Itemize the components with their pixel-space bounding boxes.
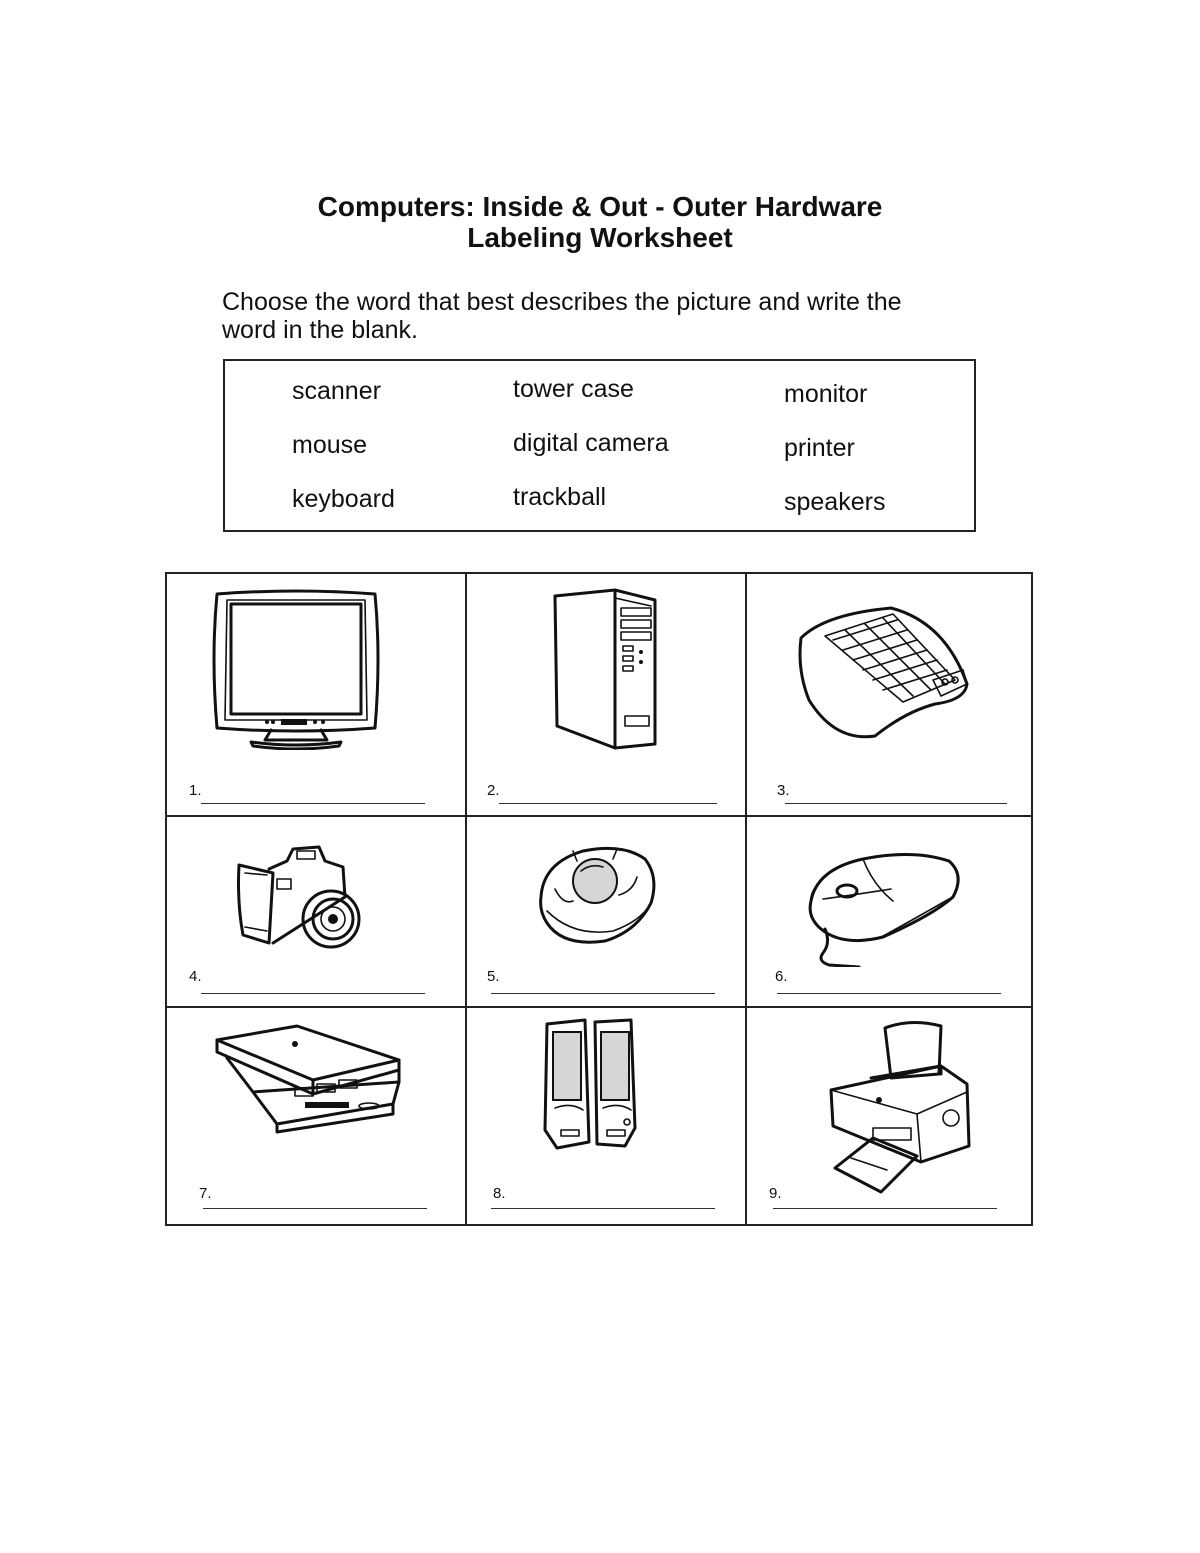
- instructions-line-1: Choose the word that best describes the picture and write the: [222, 288, 902, 316]
- answer-blank-7[interactable]: [203, 1208, 427, 1209]
- worksheet-subtitle: Labeling Worksheet: [467, 222, 733, 253]
- word-bank-item: tower case: [513, 375, 634, 403]
- instructions: [222, 288, 982, 344]
- answer-blank-3[interactable]: [785, 803, 1007, 804]
- grid-cell-3: [747, 574, 1033, 815]
- word-bank-item: printer: [784, 434, 855, 462]
- item-number: 1.: [189, 782, 202, 799]
- word-bank-item: keyboard: [292, 485, 395, 513]
- speakers-icon: [541, 1018, 641, 1154]
- grid-cell-1: [167, 574, 465, 815]
- answer-blank-1[interactable]: [201, 803, 425, 804]
- item-number: 2.: [487, 782, 500, 799]
- item-number: 4.: [189, 968, 202, 985]
- grid-cell-8: [467, 1008, 745, 1226]
- grid-cell-9: [747, 1008, 1033, 1226]
- answer-blank-8[interactable]: [491, 1208, 715, 1209]
- answer-blank-4[interactable]: [201, 993, 425, 994]
- item-number: 6.: [775, 968, 788, 985]
- word-bank-item: mouse: [292, 431, 368, 459]
- mouse-icon: [803, 845, 967, 967]
- item-number: 9.: [769, 1185, 782, 1202]
- word-bank-item: trackball: [513, 483, 607, 511]
- item-number: 7.: [199, 1185, 212, 1202]
- grid-cell-6: [747, 817, 1033, 1006]
- answer-blank-6[interactable]: [777, 993, 1001, 994]
- trackball-icon: [533, 841, 661, 947]
- picture-grid: [165, 572, 1033, 1226]
- item-number: 3.: [777, 782, 790, 799]
- instructions-line-2: word in the blank.: [222, 316, 418, 344]
- printer-icon: [821, 1018, 973, 1198]
- answer-blank-5[interactable]: [491, 993, 715, 994]
- answer-blank-9[interactable]: [773, 1208, 997, 1209]
- item-number: 8.: [493, 1185, 506, 1202]
- word-bank-item: speakers: [784, 488, 886, 516]
- word-bank-item: monitor: [784, 380, 868, 408]
- word-bank: [223, 359, 976, 532]
- scanner-icon: [213, 1022, 403, 1138]
- answer-blank-2[interactable]: [499, 803, 717, 804]
- digital-camera-icon: [233, 843, 367, 953]
- grid-cell-7: [167, 1008, 465, 1226]
- grid-cell-4: [167, 817, 465, 1006]
- grid-cell-2: [467, 574, 745, 815]
- word-bank-item: digital camera: [513, 429, 669, 457]
- monitor-icon: [211, 588, 381, 750]
- grid-cell-5: [467, 817, 745, 1006]
- tower-case-icon: [551, 586, 673, 751]
- keyboard-icon: [795, 600, 973, 746]
- word-bank-item: scanner: [292, 377, 381, 405]
- worksheet-title: Computers: Inside & Out - Outer Hardware: [317, 191, 883, 222]
- item-number: 5.: [487, 968, 500, 985]
